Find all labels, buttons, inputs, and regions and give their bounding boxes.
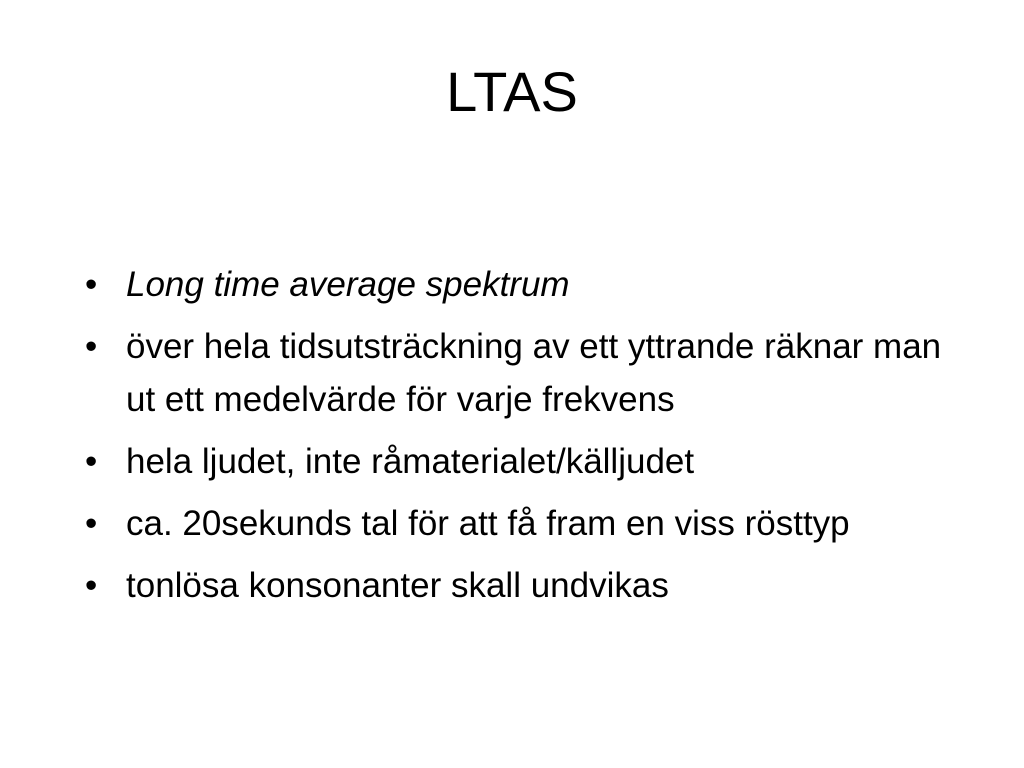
list-item <box>83 497 963 550</box>
bullet-icon: • <box>85 442 98 481</box>
bullet-icon: • <box>85 265 98 304</box>
bullet-text: ca. 20sekunds tal för att få fram en viss rösttyp <box>126 504 850 543</box>
bullet-text: Long time average spektrum <box>126 265 570 304</box>
bullet-icon: • <box>85 327 98 366</box>
bullet-text: hela ljudet, inte råmaterialet/källjudet <box>126 442 695 481</box>
bullet-icon: • <box>85 504 98 543</box>
list-item <box>83 435 963 488</box>
list-item <box>83 559 963 612</box>
bullet-text: över hela tidsutsträckning av ett yttrande räknar man ut ett medelvärde för varje frekvens <box>126 327 942 419</box>
slide-title: LTAS <box>446 60 578 123</box>
bullet-list <box>83 258 963 621</box>
bullet-text: tonlösa konsonanter skall undvikas <box>126 566 669 605</box>
list-item <box>83 320 963 426</box>
list-item <box>83 258 963 311</box>
bullet-icon: • <box>85 566 98 605</box>
